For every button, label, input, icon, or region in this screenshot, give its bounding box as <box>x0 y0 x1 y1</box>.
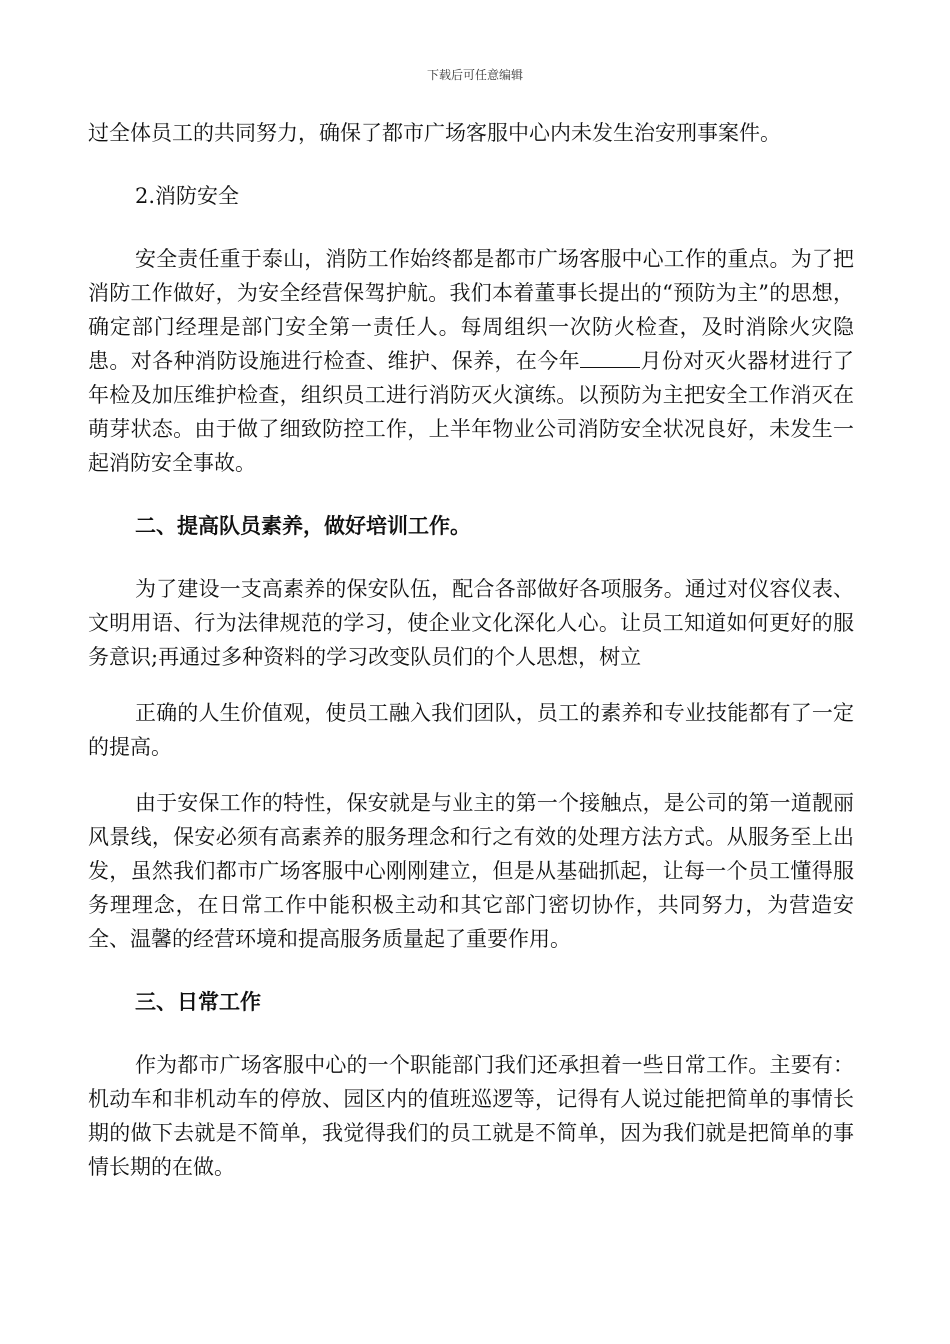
paragraph-service: 由于安保工作的特性，保安就是与业主的第一个接触点，是公司的第一道靓丽风景线，保安必须有高素养的服务理念和行之有效的处理方法方式。从服务至上出发，虽然我们都市广场客服中心刚刚建立，但是从基础抓起，让每一个员工懂得服务理理念，在日常工作中能积极主动和其它部门密切协作，共同努力，为营造安全、温馨的经营环境和提高服务质量起了重要作用。 <box>88 791 854 951</box>
paragraph-fire-safety <box>88 242 854 480</box>
blank-month-field <box>580 347 640 368</box>
paragraph-values: 正确的人生价值观，使员工融入我们团队，员工的素养和专业技能都有了一定的提高。 <box>88 701 854 759</box>
document-body <box>88 116 854 1184</box>
heading-fire-safety: 2.消防安全 <box>135 184 240 208</box>
header-note: 下载后可任意编辑 <box>426 68 523 82</box>
paragraph-fire-safety-part2: 月份对灭火器材进行了年检及加压维护检查，组织员工进行消防灭火演练。以预防为主把安全工作消灭在萌芽状态。由于做了细致防控工作，上半年物业公司消防安全状况良好，未发生一起消防安全事故。 <box>88 349 855 475</box>
heading-training: 二、提高队员素养，做好培训工作。 <box>135 513 471 538</box>
heading-daily-work: 三、日常工作 <box>135 989 261 1014</box>
paragraph-daily-work: 作为都市广场客服中心的一个职能部门我们还承担着一些日常工作。主要有：机动车和非机动车的停放、园区内的值班巡逻等，记得有人说过能把简单的事情长期的做下去就是不简单，我觉得我们的员工就是不简单，因为我们就是把简单的事情长期的在做。 <box>88 1053 854 1179</box>
paragraph-training: 为了建设一支高素养的保安队伍，配合各部做好各项服务。通过对仪容仪表、文明用语、行为法律规范的学习，使企业文化深化人心。让员工知道如何更好的服务意识;再通过多种资料的学习改变队员们的个人思想，树立 <box>88 577 854 669</box>
paragraph-fire-safety-part1: 安全责任重于泰山，消防工作始终都是都市广场客服中心工作的重点。为了把消防工作做好，为安全经营保驾护航。我们本着董事长提出的“预防为主”的思想，确定部门经理是部门安全第一责任人。每周组织一次防火检查，及时消除火灾隐患。对各种消防设施进行检查、维护、保养，在今年 <box>88 247 854 373</box>
paragraph-security-result: 过全体员工的共同努力，确保了都市广场客服中心内未发生治安刑事案件。 <box>88 121 781 145</box>
